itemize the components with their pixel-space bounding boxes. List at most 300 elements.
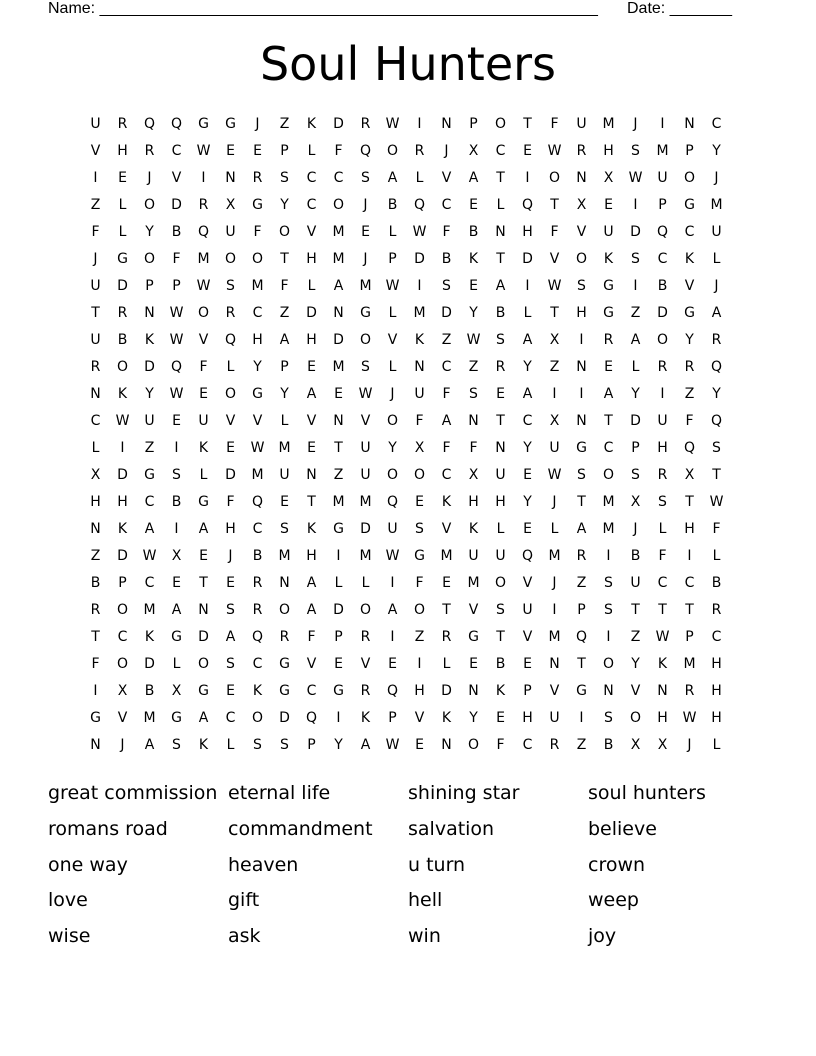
grid-cell: V (360, 413, 371, 429)
grid-cell: E (334, 386, 343, 402)
grid-cell: I (552, 386, 557, 402)
grid-cell: D (117, 548, 128, 564)
grid-cell: G (279, 683, 290, 699)
grid-cell: T (631, 602, 640, 618)
grid-cell: T (604, 413, 613, 429)
grid-cell: R (414, 143, 425, 159)
grid-cell: T (199, 575, 208, 591)
grid-cell: A (198, 710, 209, 726)
grid-cell: V (90, 143, 101, 159)
grid-cell: D (333, 116, 344, 132)
grid-cell: G (360, 305, 371, 321)
grid-cell: N (279, 575, 290, 591)
grid-cell: S (172, 737, 181, 753)
grid-cell: E (307, 440, 316, 456)
grid-cell: E (523, 521, 532, 537)
grid-cell: L (442, 656, 451, 672)
grid-cell: W (385, 548, 400, 564)
grid-cell: O (278, 224, 291, 240)
grid-cell: N (333, 305, 344, 321)
grid-row (82, 219, 730, 246)
grid-cell: M (278, 548, 291, 564)
grid-cell: U (90, 278, 101, 294)
grid-cell: V (549, 251, 560, 267)
grid-cell: J (120, 737, 125, 753)
grid-cell: N (441, 116, 452, 132)
grid-cell: I (390, 575, 395, 591)
grid-cell: V (252, 413, 263, 429)
grid-cell: A (306, 575, 317, 591)
grid-cell: V (306, 656, 317, 672)
grid-cell: A (441, 413, 452, 429)
grid-cell: F (415, 413, 424, 429)
grid-cell: U (495, 548, 506, 564)
grid-cell: H (414, 683, 425, 699)
grid-row (82, 246, 730, 273)
grid-cell: Z (441, 332, 452, 348)
grid-cell: N (441, 737, 452, 753)
grid-cell: G (333, 683, 344, 699)
grid-cell: W (169, 332, 184, 348)
grid-cell: C (711, 629, 722, 645)
grid-cell: X (90, 467, 101, 483)
word-bank (48, 779, 768, 958)
word-bank-item: u turn (408, 853, 466, 876)
grid-cell: C (252, 305, 263, 321)
grid-cell: X (684, 467, 695, 483)
grid-cell: Q (413, 197, 426, 213)
grid-cell: H (252, 332, 263, 348)
grid-cell: D (441, 305, 452, 321)
grid-cell: I (579, 710, 584, 726)
grid-cell: B (630, 548, 641, 564)
grid-cell: O (494, 116, 507, 132)
grid-cell: O (548, 170, 561, 186)
grid-cell: C (252, 521, 263, 537)
grid-cell: G (279, 656, 290, 672)
page-title: Soul Hunters (259, 37, 556, 91)
grid-cell: K (441, 710, 452, 726)
grid-cell: F (442, 440, 451, 456)
grid-cell: U (468, 548, 479, 564)
grid-cell: R (144, 143, 155, 159)
grid-cell: B (657, 278, 668, 294)
grid-cell: A (171, 602, 182, 618)
grid-row (82, 732, 730, 759)
grid-cell: M (413, 305, 426, 321)
grid-cell: R (441, 629, 452, 645)
grid-cell: U (90, 332, 101, 348)
grid-cell: F (469, 440, 478, 456)
grid-cell: J (714, 278, 719, 294)
grid-cell: T (685, 602, 694, 618)
grid-cell: V (522, 629, 533, 645)
grid-cell: J (552, 575, 557, 591)
grid-cell: C (441, 467, 452, 483)
grid-cell: Y (253, 359, 262, 375)
grid-cell: N (684, 116, 695, 132)
grid-cell: B (171, 494, 182, 510)
grid-cell: O (116, 359, 129, 375)
grid-cell: A (522, 386, 533, 402)
grid-cell: Q (521, 548, 534, 564)
grid-cell: T (442, 602, 451, 618)
grid-cell: J (147, 170, 152, 186)
grid-cell: G (252, 386, 263, 402)
grid-cell: J (714, 170, 719, 186)
grid-cell: M (332, 494, 345, 510)
grid-cell: S (496, 332, 505, 348)
grid-cell: S (226, 278, 235, 294)
grid-cell: U (90, 116, 101, 132)
grid-cell: V (630, 683, 641, 699)
grid-cell: L (361, 575, 370, 591)
grid-cell: E (469, 197, 478, 213)
grid-cell: O (467, 737, 480, 753)
grid-cell: L (496, 197, 505, 213)
grid-cell: W (412, 224, 427, 240)
grid-cell: S (280, 521, 289, 537)
grid-cell: W (547, 467, 562, 483)
grid-cell: E (604, 197, 613, 213)
grid-cell: X (225, 197, 236, 213)
word-bank-item: salvation (408, 817, 495, 840)
grid-cell: O (359, 602, 372, 618)
grid-cell: F (91, 224, 100, 240)
grid-cell: Y (145, 386, 154, 402)
grid-cell: I (336, 548, 341, 564)
grid-cell: M (602, 116, 615, 132)
grid-cell: S (604, 602, 613, 618)
grid-cell: S (631, 467, 640, 483)
grid-cell: S (577, 467, 586, 483)
grid-cell: Z (684, 386, 695, 402)
grid-cell: F (415, 575, 424, 591)
grid-row (82, 327, 730, 354)
grid-cell: A (144, 737, 155, 753)
grid-cell: Y (631, 656, 640, 672)
grid-cell: V (576, 224, 587, 240)
grid-cell: P (631, 440, 640, 456)
grid-cell: G (414, 548, 425, 564)
grid-cell: M (359, 494, 372, 510)
grid-cell: U (522, 602, 533, 618)
grid-cell: O (359, 332, 372, 348)
grid-cell: Q (386, 683, 399, 699)
grid-cell: Y (280, 197, 289, 213)
grid-cell: S (226, 602, 235, 618)
grid-cell: L (226, 359, 235, 375)
grid-cell: R (657, 467, 668, 483)
grid-cell: G (468, 629, 479, 645)
grid-cell: V (468, 602, 479, 618)
grid-cell: R (252, 602, 263, 618)
grid-cell: U (711, 224, 722, 240)
grid-cell: A (360, 737, 371, 753)
grid-cell: C (657, 251, 668, 267)
grid-cell: A (279, 332, 290, 348)
grid-cell: F (226, 494, 235, 510)
grid-cell: F (253, 224, 262, 240)
grid-cell: I (687, 548, 692, 564)
grid-cell: W (547, 278, 562, 294)
grid-cell: M (332, 251, 345, 267)
grid-cell: B (495, 305, 506, 321)
grid-cell: T (685, 494, 694, 510)
grid-cell: P (307, 737, 316, 753)
grid-cell: L (496, 521, 505, 537)
grid-cell: P (685, 143, 694, 159)
grid-cell: W (169, 386, 184, 402)
grid-cell: Y (523, 359, 532, 375)
grid-cell: Z (549, 359, 560, 375)
grid-cell: M (467, 575, 480, 591)
word-bank-item: crown (588, 853, 646, 876)
grid-cell: N (198, 602, 209, 618)
grid-cell: P (388, 710, 397, 726)
grid-row (82, 300, 730, 327)
grid-cell: K (468, 251, 479, 267)
grid-cell: D (279, 710, 290, 726)
grid-cell: I (174, 521, 179, 537)
grid-cell: J (363, 251, 368, 267)
name-field-label: Name: ________________________________________________________ (48, 0, 598, 17)
grid-cell: C (495, 143, 506, 159)
grid-cell: T (496, 170, 505, 186)
grid-cell: E (226, 683, 235, 699)
word-bank-item: believe (588, 817, 657, 840)
grid-cell: J (552, 494, 557, 510)
grid-cell: K (414, 332, 425, 348)
grid-cell: D (414, 251, 425, 267)
grid-cell: Z (144, 440, 155, 456)
grid-cell: S (604, 710, 613, 726)
grid-cell: N (549, 656, 560, 672)
grid-cell: M (332, 359, 345, 375)
grid-cell: R (360, 683, 371, 699)
grid-cell: H (657, 440, 668, 456)
grid-cell: R (657, 359, 668, 375)
grid-row (82, 489, 730, 516)
grid-cell: R (117, 305, 128, 321)
grid-cell: N (657, 683, 668, 699)
grid-cell: E (496, 386, 505, 402)
grid-cell: D (117, 278, 128, 294)
grid-cell: G (198, 683, 209, 699)
grid-cell: K (144, 629, 155, 645)
grid-cell: X (468, 467, 479, 483)
grid-cell: G (225, 116, 236, 132)
grid-cell: N (90, 521, 101, 537)
grid-cell: V (684, 278, 695, 294)
grid-cell: U (360, 440, 371, 456)
grid-cell: D (225, 467, 236, 483)
grid-cell: Q (575, 629, 588, 645)
grid-cell: V (198, 332, 209, 348)
grid-row (82, 570, 730, 597)
grid-cell: L (307, 278, 316, 294)
grid-cell: O (656, 332, 669, 348)
grid-cell: C (657, 575, 668, 591)
grid-row (82, 381, 730, 408)
grid-cell: C (333, 170, 344, 186)
grid-cell: H (306, 332, 317, 348)
grid-cell: G (576, 683, 587, 699)
grid-cell: T (334, 440, 343, 456)
grid-cell: F (91, 656, 100, 672)
grid-cell: Z (90, 548, 101, 564)
word-bank-item: hell (408, 889, 443, 912)
grid-cell: W (385, 737, 400, 753)
grid-cell: O (143, 197, 156, 213)
word-bank-item: win (408, 925, 441, 948)
grid-cell: Y (631, 386, 640, 402)
grid-cell: U (279, 467, 290, 483)
grid-cell: O (413, 602, 426, 618)
grid-cell: D (198, 629, 209, 645)
grid-cell: T (523, 116, 532, 132)
grid-cell: L (280, 413, 289, 429)
grid-cell: Q (305, 710, 318, 726)
grid-cell: T (550, 197, 559, 213)
grid-cell: J (255, 116, 260, 132)
grid-cell: A (306, 386, 317, 402)
grid-cell: Q (251, 494, 264, 510)
grid-cell: L (631, 359, 640, 375)
grid-cell: F (550, 224, 559, 240)
grid-cell: P (658, 197, 667, 213)
grid-cell: Y (388, 440, 397, 456)
grid-cell: M (359, 548, 372, 564)
grid-cell: X (549, 332, 560, 348)
grid-cell: R (495, 359, 506, 375)
grid-cell: K (198, 440, 209, 456)
grid-cell: C (306, 683, 317, 699)
grid-cell: T (550, 305, 559, 321)
grid-cell: H (117, 494, 128, 510)
word-bank-item: eternal life (228, 782, 331, 804)
grid-cell: C (711, 116, 722, 132)
grid-cell: K (117, 521, 128, 537)
grid-cell: C (603, 440, 614, 456)
grid-cell: D (333, 332, 344, 348)
grid-cell: H (306, 251, 317, 267)
grid-cell: K (144, 332, 155, 348)
grid-cell: O (224, 386, 237, 402)
grid-cell: B (468, 224, 479, 240)
grid-cell: O (602, 656, 615, 672)
grid-cell: F (334, 143, 343, 159)
word-bank-item: heaven (228, 853, 299, 876)
grid-row (82, 543, 730, 570)
grid-cell: Z (630, 305, 641, 321)
grid-cell: E (307, 359, 316, 375)
grid-cell: O (386, 143, 399, 159)
grid-row (82, 624, 730, 651)
word-bank-item: romans road (48, 817, 168, 840)
grid-cell: P (118, 575, 127, 591)
grid-cell: A (603, 386, 614, 402)
grid-cell: O (251, 710, 264, 726)
grid-cell: P (523, 683, 532, 699)
grid-row (82, 138, 730, 165)
grid-cell: X (549, 413, 560, 429)
grid-cell: W (682, 710, 697, 726)
grid-cell: H (90, 494, 101, 510)
grid-cell: L (712, 548, 721, 564)
grid-cell: R (684, 683, 695, 699)
grid-cell: N (468, 413, 479, 429)
grid-cell: N (90, 386, 101, 402)
grid-cell: F (280, 278, 289, 294)
grid-cell: K (603, 251, 614, 267)
grid-cell: X (576, 197, 587, 213)
grid-cell: E (469, 278, 478, 294)
grid-cell: T (496, 413, 505, 429)
grid-cell: S (172, 467, 181, 483)
grid-cell: G (117, 251, 128, 267)
grid-cell: R (576, 143, 587, 159)
grid-cell: X (468, 143, 479, 159)
grid-cell: T (658, 602, 667, 618)
grid-cell: C (684, 575, 695, 591)
grid-cell: N (225, 170, 236, 186)
grid-cell: N (603, 683, 614, 699)
grid-cell: F (550, 116, 559, 132)
grid-cell: V (414, 710, 425, 726)
grid-cell: I (390, 629, 395, 645)
grid-cell: H (225, 521, 236, 537)
grid-cell: K (306, 521, 317, 537)
grid-cell: O (386, 413, 399, 429)
grid-cell: X (117, 683, 128, 699)
grid-cell: E (199, 386, 208, 402)
grid-cell: X (603, 170, 614, 186)
grid-cell: G (333, 521, 344, 537)
grid-cell: B (495, 656, 506, 672)
grid-cell: W (115, 413, 130, 429)
grid-cell: A (333, 278, 344, 294)
grid-cell: B (387, 197, 398, 213)
grid-cell: I (606, 629, 611, 645)
grid-cell: G (684, 197, 695, 213)
grid-cell: R (711, 332, 722, 348)
grid-cell: Y (712, 386, 721, 402)
grid-cell: Z (279, 305, 290, 321)
grid-cell: V (549, 683, 560, 699)
grid-row (82, 651, 730, 678)
grid-cell: Q (170, 116, 183, 132)
grid-cell: U (549, 440, 560, 456)
grid-cell: J (687, 737, 692, 753)
grid-row (82, 705, 730, 732)
grid-cell: I (579, 332, 584, 348)
grid-cell: F (307, 629, 316, 645)
word-bank-item: one way (48, 853, 128, 876)
grid-row (82, 678, 730, 705)
grid-cell: E (280, 494, 289, 510)
grid-cell: S (604, 575, 613, 591)
grid-cell: C (306, 197, 317, 213)
grid-cell: G (603, 305, 614, 321)
grid-cell: C (252, 656, 263, 672)
grid-cell: S (361, 170, 370, 186)
grid-cell: E (496, 710, 505, 726)
grid-cell: B (603, 737, 614, 753)
grid-cell: W (709, 494, 724, 510)
grid-cell: N (90, 737, 101, 753)
grid-cell: H (684, 521, 695, 537)
